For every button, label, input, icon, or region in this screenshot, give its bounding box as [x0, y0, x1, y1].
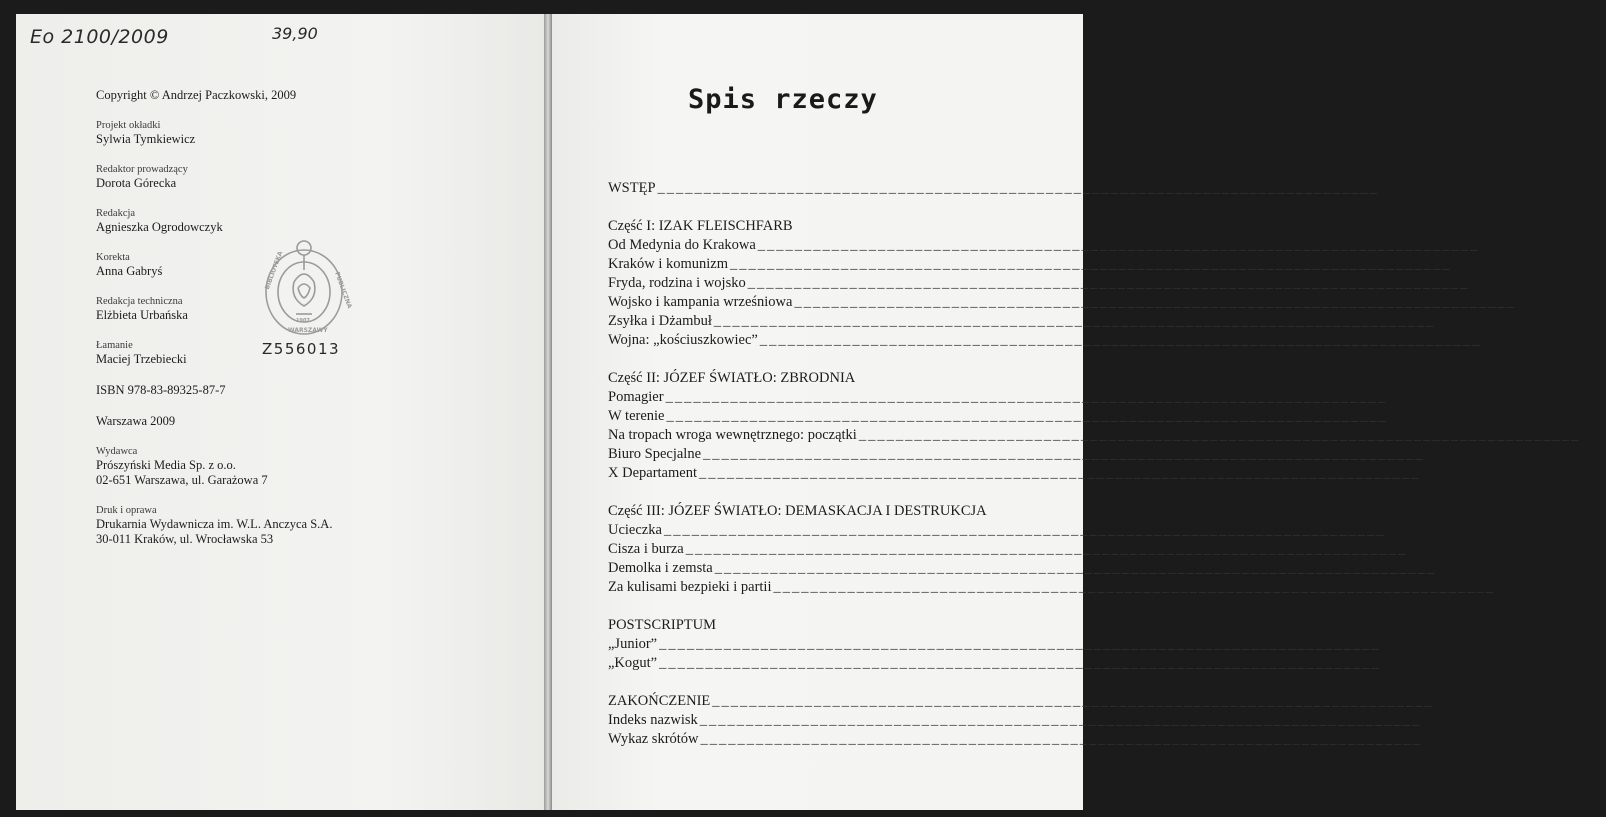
credit-cover-design	[96, 119, 516, 147]
toc-entry	[608, 313, 1460, 332]
toc-entry	[608, 332, 1506, 351]
toc-entry-page: 21	[1488, 237, 1504, 253]
toc-entry-title: Wojsko i kampania wrześniowa	[608, 294, 793, 310]
toc-entry	[608, 389, 1412, 408]
dot-leader	[714, 313, 1436, 330]
toc-entry-title: W terenie	[608, 408, 665, 424]
dot-leader	[794, 294, 1516, 311]
credit-label: Redaktor prowadzący	[96, 164, 188, 175]
dot-leader	[666, 389, 1388, 406]
toc-entry	[608, 636, 1407, 655]
credit-typesetting	[96, 339, 516, 367]
toc-entry	[608, 408, 1412, 427]
toc-entry-page: 241	[1384, 655, 1407, 671]
credit-value: Sylwia Tymkiewicz	[96, 132, 196, 146]
place-year: Warszawa 2009	[96, 414, 176, 428]
toc-entry-title: Wojna: „kościuszkowiec”	[608, 332, 758, 348]
toc-entry-page: 216	[1498, 579, 1521, 595]
printer-name: Drukarnia Wydawnicza im. W.L. Anczyca S.A.	[96, 517, 333, 531]
toc-entry-page: 251	[1437, 693, 1460, 709]
book-gutter	[544, 14, 552, 810]
dot-leader	[700, 712, 1422, 729]
credit-label: Korekta	[96, 252, 130, 263]
toc-entry-page: 262	[1426, 731, 1448, 747]
toc-entry-page: 42	[1478, 275, 1494, 291]
toc-entry-title: Demolka i zemsta	[608, 560, 713, 576]
dot-leader	[701, 731, 1423, 748]
dot-leader	[667, 408, 1389, 425]
printer-address: 30-011 Kraków, ul. Wrocławska 53	[96, 532, 274, 546]
svg-text:PUBLICZNA: PUBLICZNA	[333, 271, 353, 310]
toc-entry-title: X Departament	[608, 465, 697, 481]
toc-entry-title: „Junior”	[608, 636, 658, 652]
toc-entry	[608, 465, 1447, 484]
dot-leader	[659, 636, 1381, 653]
dot-leader	[686, 541, 1408, 558]
credit-label: Projekt okładki	[96, 120, 161, 131]
isbn: ISBN 978-83-89325-87-7	[96, 383, 226, 397]
toc-entry-page: 7	[1395, 180, 1404, 196]
dot-leader	[658, 180, 1380, 197]
copyright-notice: Copyright © Andrzej Paczkowski, 2009	[96, 88, 297, 102]
svg-text:WARSZAWY: WARSZAWY	[288, 327, 328, 334]
printer-label: Druk i oprawa	[96, 505, 157, 516]
dot-leader	[664, 522, 1386, 539]
toc-entry-page: 189	[1411, 541, 1433, 557]
toc-entry-page: 171	[1389, 522, 1412, 538]
dot-leader	[773, 579, 1495, 596]
toc-entry-title: Za kulisami bezpieki i partii	[608, 579, 772, 595]
toc-entry-title: Biuro Specjalne	[608, 446, 702, 462]
credit-lead-editor	[96, 163, 516, 191]
credit-value: Agnieszka Ogrodowczyk	[96, 220, 223, 234]
toc-entry	[608, 731, 1448, 750]
toc-entry-page: 134	[1428, 446, 1451, 462]
toc-entry-title: Pomagier	[608, 389, 664, 405]
toc-title: Spis rzeczy	[688, 84, 878, 115]
toc-part-heading: Część I: IZAK FLEISCHFARB	[608, 218, 793, 234]
toc-entry	[608, 655, 1407, 674]
toc-entry	[608, 294, 1540, 313]
toc-entry-title: Kraków i komunizm	[608, 256, 729, 272]
dot-leader	[730, 256, 1452, 273]
credit-value: Dorota Górecka	[96, 176, 177, 190]
publisher-block	[96, 445, 516, 488]
toc-entry-title: „Kogut”	[608, 655, 658, 671]
toc-entry-title: Na tropach wroga wewnętrznego: początki	[608, 427, 857, 443]
toc-entry	[608, 560, 1462, 579]
toc-entry-page: 87	[1397, 408, 1412, 424]
toc-entry-page: 255	[1425, 712, 1448, 728]
dot-leader	[712, 693, 1434, 710]
toc-entry	[608, 237, 1504, 256]
svg-text:BIBLIOTEKA: BIBLIOTEKA	[263, 250, 285, 291]
toc-entry-page: 28	[1461, 256, 1476, 272]
dot-leader	[748, 275, 1470, 292]
credit-label: Redakcja techniczna	[96, 296, 183, 307]
toc-entry	[608, 275, 1494, 294]
toc-part-heading: POSTSCRIPTUM	[608, 617, 716, 633]
toc-entry-title: ZAKOŃCZENIE	[608, 693, 711, 709]
toc-entry-title: Indeks nazwisk	[608, 712, 698, 728]
toc-entry	[608, 180, 1404, 199]
toc-entry	[608, 522, 1412, 541]
toc-entry-page: 55	[1444, 313, 1460, 329]
dot-leader	[703, 446, 1425, 463]
handwritten-price: 39,90	[272, 24, 318, 43]
handwritten-catalog-code: Eo 2100/2009	[30, 26, 169, 48]
toc-entry	[608, 541, 1433, 560]
publisher-label: Wydawca	[96, 446, 138, 457]
credit-value: Elżbieta Urbańska	[96, 308, 188, 322]
toc-entry-title: WSTĘP	[608, 180, 656, 196]
publisher-name: Prószyński Media Sp. z o.o.	[96, 458, 236, 472]
toc-entry-title: Fryda, rodzina i wojsko	[608, 275, 746, 291]
toc-entry-page: 73	[1396, 389, 1412, 405]
toc-entry-page: 147	[1424, 465, 1447, 481]
dot-leader	[699, 465, 1421, 482]
toc-entry	[608, 256, 1476, 275]
toc-spacer	[608, 674, 998, 693]
credit-value: Anna Gabryś	[96, 264, 163, 278]
dot-leader	[859, 427, 1581, 444]
credit-proofreading	[96, 251, 516, 279]
toc-entry-page: 47	[1525, 294, 1540, 310]
dot-leader	[760, 332, 1482, 349]
toc-part-heading: Część III: JÓZEF ŚWIATŁO: DEMASKACJA I DESTRUKCJA	[608, 503, 987, 519]
toc-entry-page: 231	[1384, 636, 1407, 652]
credit-label: Łamanie	[96, 340, 133, 351]
printer-block	[96, 504, 516, 547]
toc-entry	[608, 712, 1448, 731]
toc-entry	[608, 446, 1451, 465]
toc-entry	[608, 579, 1521, 598]
dot-leader	[715, 560, 1437, 577]
toc-entry	[608, 693, 1460, 712]
toc-part-heading: Część II: JÓZEF ŚWIATŁO: ZBRODNIA	[608, 370, 856, 386]
svg-text:1907: 1907	[296, 318, 310, 324]
toc-entry-page: 202	[1440, 560, 1462, 576]
toc-entry-title: Cisza i burza	[608, 541, 684, 557]
credit-value: Maciej Trzebiecki	[96, 352, 187, 366]
toc-entry-title: Zsyłka i Dżambuł	[608, 313, 712, 329]
colophon	[96, 88, 516, 563]
toc-entry-title: Wykaz skrótów	[608, 731, 699, 747]
dot-leader	[758, 237, 1480, 254]
credit-technical-editing	[96, 295, 516, 323]
dot-leader	[659, 655, 1381, 672]
toc-entry-page: 106	[1584, 427, 1606, 443]
credit-label: Redakcja	[96, 208, 136, 219]
handwritten-inventory-number: Z556013	[262, 340, 341, 358]
toc-entry-title: Ucieczka	[608, 522, 662, 538]
publisher-address: 02-651 Warszawa, ul. Garażowa 7	[96, 473, 268, 487]
credit-editing	[96, 207, 516, 235]
toc-entry-title: Od Medynia do Krakowa	[608, 237, 756, 253]
toc-entry	[608, 427, 1606, 446]
table-of-contents	[608, 180, 1606, 750]
toc-entry-page: 64	[1490, 332, 1506, 348]
